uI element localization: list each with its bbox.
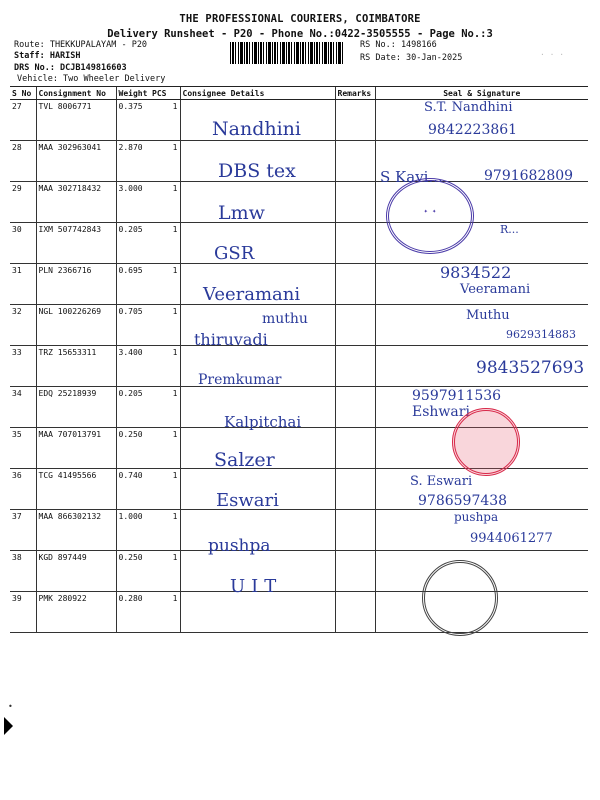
remarks-cell [335,428,375,469]
consignment-cell: MAA 866302132 [36,510,116,551]
remarks-cell [335,346,375,387]
handwritten-signature: 9843527693 [476,358,585,378]
remarks-cell [335,305,375,346]
pcs-cell: 1 [150,592,180,633]
consignment-cell: KGD 897449 [36,551,116,592]
pcs-cell: 1 [150,141,180,182]
sno-cell: 30 [10,223,36,264]
handwritten-consignee: Salzer [214,449,275,471]
institute-seal-stamp [452,408,520,476]
handwritten-consignee: Nandhini [212,118,301,140]
col-header-remarks: Remarks [335,87,375,100]
table-header-row [10,87,588,100]
handwritten-signature: 9834522 [440,263,512,282]
consignment-cell: IXM 507742843 [36,223,116,264]
handwritten-consignee: GSR [214,243,255,264]
handwritten-consignee: DBS tex [218,160,296,182]
staff-label: Staff: HARISH [14,51,81,61]
runsheet-subtitle: Delivery Runsheet - P20 - Phone No.:0422-3505555 - Page No.:3 [107,28,493,40]
scan-speck: • [8,702,13,711]
handwritten-signature: Muthu [466,308,510,323]
sno-cell: 36 [10,469,36,510]
handwritten-signature: 9944061277 [470,531,553,546]
handwritten-consignee: Eswari [216,490,279,511]
handwritten-consignee: muthu [262,311,308,327]
remarks-cell [335,551,375,592]
consignment-cell: PLN 2366716 [36,264,116,305]
sno-cell: 37 [10,510,36,551]
sno-cell: 27 [10,100,36,141]
weight-cell: 3.400 [116,346,150,387]
sno-cell: 38 [10,551,36,592]
col-header-sno: S No [10,87,36,100]
table-row [10,592,588,633]
pcs-cell: 1 [150,264,180,305]
handwritten-consignee: Lmw [218,202,265,224]
consignment-cell: TCG 41495566 [36,469,116,510]
pcs-cell: 1 [150,346,180,387]
col-header-seal: Seal & Signature [375,87,588,100]
remarks-cell [335,100,375,141]
remarks-cell [335,469,375,510]
weight-cell: 0.205 [116,223,150,264]
pcs-cell: 1 [150,100,180,141]
handwritten-signature: S. Eswari [410,474,473,489]
handwritten-signature: 9791682809 [484,168,574,184]
company-title: THE PROFESSIONAL COURIERS, COIMBATORE [179,13,421,25]
weight-cell: 0.205 [116,387,150,428]
table-row [10,551,588,592]
rs-no-label: RS No.: 1498166 [360,40,437,50]
consignment-cell: MAA 302963041 [36,141,116,182]
remarks-cell [335,141,375,182]
remarks-cell [335,182,375,223]
sno-cell: 34 [10,387,36,428]
consignee-cell [180,223,335,264]
pcs-cell: 1 [150,182,180,223]
handwritten-consignee: pushpa [208,536,271,556]
sno-cell: 33 [10,346,36,387]
remarks-cell [335,223,375,264]
handwritten-signature: R... [500,223,519,236]
handwritten-signature: Veeramani [460,282,531,297]
institute-seal-stamp [422,560,498,636]
weight-cell: 0.695 [116,264,150,305]
handwritten-signature: 9629314883 [506,328,576,341]
consignment-cell: TVL 8006771 [36,100,116,141]
handwritten-consignee: Premkumar [198,372,282,388]
vehicle-label: Vehicle: Two Wheeler Delivery [17,74,166,84]
pcs-cell: 1 [150,510,180,551]
col-header-weight: Weight [116,87,150,100]
consignment-cell: EDQ 25218939 [36,387,116,428]
consignment-cell: PMK 280922 [36,592,116,633]
weight-cell: 2.870 [116,141,150,182]
sno-cell: 35 [10,428,36,469]
sno-cell: 31 [10,264,36,305]
pcs-cell: 1 [150,387,180,428]
consignee-cell [180,592,335,633]
barcode [230,42,343,64]
weight-cell: 1.000 [116,510,150,551]
pcs-cell: 1 [150,223,180,264]
remarks-cell [335,387,375,428]
consignment-cell: TRZ 15653311 [36,346,116,387]
sno-cell: 28 [10,141,36,182]
handwritten-signature: 9842223861 [428,122,518,138]
consignment-cell: MAA 707013791 [36,428,116,469]
col-header-pcs: PCS [150,87,180,100]
pcs-cell: 1 [150,428,180,469]
handwritten-consignee: Veeramani [203,284,301,305]
pcs-cell: 1 [150,305,180,346]
remarks-cell [335,510,375,551]
weight-cell: 0.250 [116,428,150,469]
handwritten-consignee: thiruvadi [194,330,268,349]
sno-cell: 32 [10,305,36,346]
handwritten-signature: 9786597438 [418,493,508,509]
handwritten-consignee: Kalpitchai [224,413,302,431]
weight-cell: 0.740 [116,469,150,510]
sno-cell: 29 [10,182,36,223]
handwritten-signature: 9597911536 [412,388,502,404]
handwritten-consignee: UIT [230,576,283,597]
handwritten-signature: Eshwari [412,404,470,420]
drs-label: DRS No.: DCJB149816603 [14,63,127,73]
consignment-cell: NGL 100226269 [36,305,116,346]
remarks-cell [335,592,375,633]
weight-cell: 0.280 [116,592,150,633]
pcs-cell: 1 [150,551,180,592]
faint-mark: · · · [540,50,565,59]
route-label: Route: THEKKUPALAYAM - P20 [14,40,148,50]
rs-date-label: RS Date: 30-Jan-2025 [360,53,463,63]
handwritten-signature: pushpa [454,510,499,524]
table-row [10,182,588,223]
handwritten-signature: S Kavi... [380,168,443,186]
remarks-cell [335,264,375,305]
company-seal-stamp: ✦ ✦ [386,178,474,254]
scan-edge-mark [4,717,13,735]
weight-cell: 0.250 [116,551,150,592]
weight-cell: 3.000 [116,182,150,223]
sno-cell: 39 [10,592,36,633]
col-header-consignment: Consignment No [36,87,116,100]
weight-cell: 0.375 [116,100,150,141]
col-header-consignee: Consignee Details [180,87,335,100]
consignment-cell: MAA 302718432 [36,182,116,223]
weight-cell: 0.705 [116,305,150,346]
pcs-cell: 1 [150,469,180,510]
handwritten-signature: S.T. Nandhini [424,100,513,115]
